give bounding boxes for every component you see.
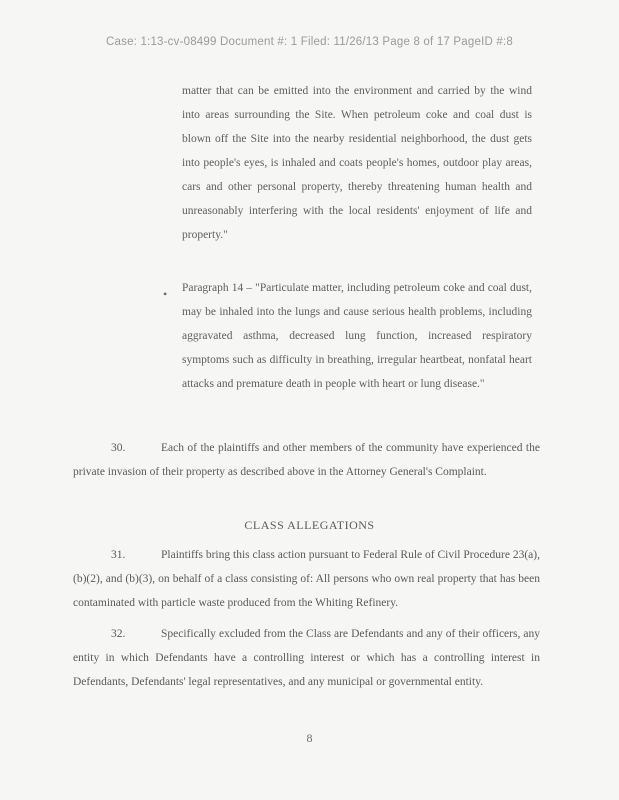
bullet-marker: •: [163, 287, 168, 301]
paragraph-text: Plaintiffs bring this class action pursuant to Federal Rule of Civil Procedure 23(a), (b)(2), and (b)(3), on behalf of a class consisting of: All persons who own real property that has been contaminated with particle waste produced from the Whiting Refinery.: [73, 549, 540, 609]
paragraph-32: [73, 622, 540, 694]
section-heading: CLASS ALLEGATIONS: [244, 518, 375, 532]
paragraph-31: [73, 543, 540, 615]
paragraph-number: 31.: [111, 549, 126, 561]
paragraph-number: 32.: [111, 628, 126, 640]
paragraph-30: [73, 436, 540, 484]
bulleted-quote: Paragraph 14 – "Particulate matter, including petroleum coke and coal dust, may be inhaled into the lungs and cause serious health problems, including aggravated asthma, decreased lung function, increased respiratory symptoms such as difficulty in breathing, irregular heartbeat, nonfatal heart attacks and premature death in people with heart or lung disease.": [182, 282, 532, 390]
paragraph-number: 30.: [111, 442, 126, 454]
quoted-paragraph: matter that can be emitted into the environment and carried by the wind into areas surrounding the Site. When petroleum coke and coal dust is blown off the Site into the nearby residential neighborhood, the dust gets into people's eyes, is inhaled and coats people's homes, outdoor play areas, cars and other personal property, thereby threatening human health and unreasonably interfering with the local residents' enjoyment of life and property.": [182, 85, 532, 241]
page-number: 8: [306, 731, 313, 745]
paragraph-text: Each of the plaintiffs and other members of the community have experienced the private invasion of their property as described above in the Attorney General's Complaint.: [73, 442, 540, 478]
case-header: Case: 1:13-cv-08499 Document #: 1 Filed: 11/26/13 Page 8 of 17 PageID #:8: [106, 36, 513, 48]
paragraph-text: Specifically excluded from the Class are Defendants and any of their officers, any entity in which Defendants have a controlling interest or which has a controlling interest in Defendants, Defendants' legal representatives, and any municipal or governmental entity.: [73, 628, 540, 688]
